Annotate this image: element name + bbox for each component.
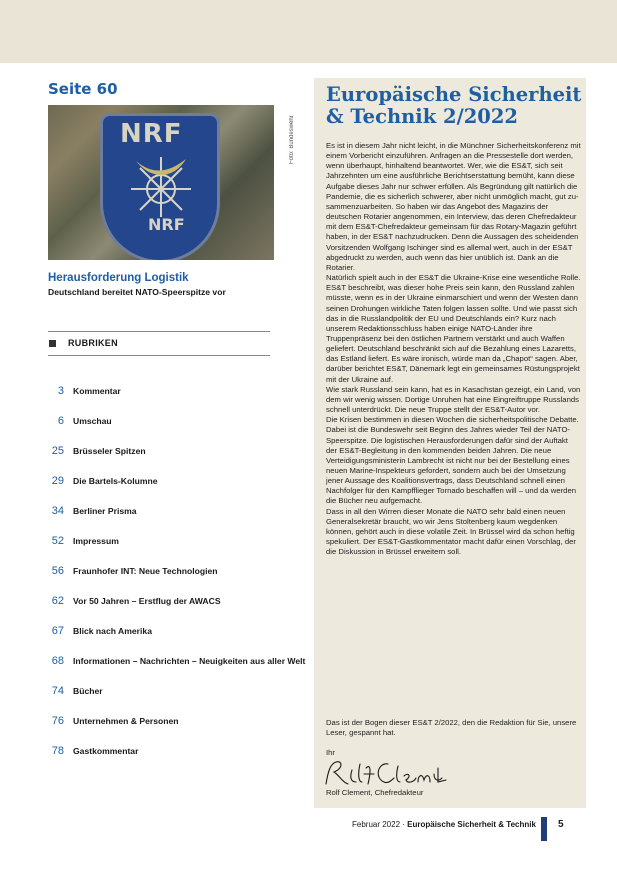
- left-column: [48, 80, 276, 297]
- editorial-title-line1: Europäische Sicherheit: [326, 83, 582, 106]
- editorial-title-line2: & Technik 2/2022: [326, 105, 518, 128]
- table-of-contents: [48, 376, 318, 766]
- toc-title: Unternehmen & Personen: [73, 716, 179, 726]
- toc-title: Bücher: [73, 686, 103, 696]
- toc-item[interactable]: [48, 496, 318, 526]
- footer-bar: [541, 817, 547, 841]
- toc-item[interactable]: [48, 526, 318, 556]
- toc-title: Kommentar: [73, 386, 121, 396]
- footer-issue: Februar 2022 ·: [352, 820, 408, 829]
- editorial-paragraph: Wie stark Russland sein kann, hat es in Kasachstan gezeigt, ein Land, von dem wir wenig wissen. Dortige Unruhen hat eine Eingreiftruppe Russlands schnell unterdrückt. Die neue Truppe stellt der ES&T-Autor vor.: [326, 384, 581, 415]
- photo-credit: Foto: Bundeswehr: [289, 115, 295, 164]
- feature-photo: [48, 105, 274, 260]
- toc-item[interactable]: [48, 706, 318, 736]
- toc-page-number: 74: [51, 685, 64, 697]
- feature-title[interactable]: Herausforderung Logistik: [48, 272, 189, 284]
- patch-text: NRF: [120, 119, 183, 149]
- editorial-greeting: Ihr: [326, 748, 335, 757]
- toc-page-number: 52: [51, 535, 64, 547]
- editorial-paragraph: Dass in all den Wirren dieser Monate die NATO sehr bald einen neuen Generalsekretär braucht, wo wir Jens Stoltenberg kaum wegdenken können, gehört auch in diese volatile Zeit. In Brüssel wird da schon heftig spekuliert. Der ES&T-Gastkommentator macht dafür einen Vorschlag, der die Diskussion in Brüssel erweitern soll.: [326, 506, 576, 557]
- toc-page-number: 25: [51, 445, 64, 457]
- editorial-paragraph: Es ist in diesem Jahr nicht leicht, in die Münchner Sicherheitskonferenz mit einem Vorbericht einzuführen. Anfragen an die Pressestelle dort werden, wenn überhaupt, hinhaltend beantwortet. Wer, wie die ES&T, sich seit Jahrzehnten um eine ausführliche Berichtserstattung bemüht, kann diese Aufgabe dieses Jahr nur schwer erfüllen. Als Begründung gilt natürlich die Pandemie, die es sicherlich schwerer, aber nicht unmöglich macht, gut zusammenzuarbeiten. So haben wir das Angebot des Magazins der deutschen Rotarier angenommen, ein Interview, das deren Chefredakteur mit dem ES&T-Chefredakteur gemeinsam für das Rotary-Magazin geführt haben, in der ES&T nachzudrucken. Denn die Aussagen des scheidenden Vorsitzenden Wolfgang Ischinger sind es allemal wert, auch in der ES&T abgedruckt zu werden, auch wenn das hier unüblich ist. Dank an die Rotarier.: [326, 141, 581, 272]
- editorial-panel: [314, 78, 586, 808]
- page-number: 5: [558, 819, 564, 830]
- feature-subtitle: Deutschland bereitet NATO-Speerspitze vor: [48, 287, 226, 297]
- toc-title: Fraunhofer INT: Neue Technologien: [73, 566, 218, 576]
- toc-title: Blick nach Amerika: [73, 626, 152, 636]
- editorial-paragraph: Natürlich spielt auch in der ES&T die Ukraine-Krise eine wesentliche Rolle. ES&T beschreibt, was dieser hohe Preis sein kann, den Russland zahlen müsste, wenn es in der Ukraine einmarschiert und wenn der Westen dann seinen Drohungen wirkliche Taten folgen lassen sollte. Und wie passt sich das in die Russlandpolitik der EU und Deutschlands ein? Kurz nach unserem Redaktionsschluss haben einige NATO-Länder ihre Truppenpräsenz bei den östlichen Partnern verstärkt und auch Waffen geliefert. Deutschland beschränkt sich auf die Bezahlung eines Lazaretts, das Estland liefert. Es wäre ironisch, würde man da „Chapot“ sagen. Aber, darüber berichtet ES&T, Dänemark legt ein gemeinsames Rüstungsprojekt mit der Ukraine auf.: [326, 273, 581, 384]
- toc-page-number: 56: [51, 565, 64, 577]
- toc-title: Berliner Prisma: [73, 506, 137, 516]
- nato-emblem-icon: [122, 153, 200, 219]
- editorial-title: [326, 84, 581, 128]
- toc-page-number: 62: [51, 595, 64, 607]
- square-bullet-icon: [49, 340, 56, 347]
- toc-item[interactable]: [48, 436, 318, 466]
- toc-item[interactable]: [48, 556, 318, 586]
- toc-item[interactable]: [48, 586, 318, 616]
- editorial-closing: Das ist der Bogen dieser ES&T 2/2022, den die Redaktion für Sie, unsere Leser, gespannt hat.: [326, 718, 577, 738]
- toc-title: Gastkommentar: [73, 746, 139, 756]
- toc-page-number: 29: [51, 475, 64, 487]
- rubriken-title: RUBRIKEN: [68, 338, 118, 348]
- editorial-body: [326, 141, 581, 557]
- toc-page-number: 68: [51, 655, 64, 667]
- toc-item[interactable]: [48, 676, 318, 706]
- toc-title: Die Bartels-Kolumne: [73, 476, 158, 486]
- toc-item[interactable]: [48, 736, 318, 766]
- toc-page-number: 78: [51, 745, 64, 757]
- toc-item[interactable]: [48, 646, 318, 676]
- toc-title: Umschau: [73, 416, 112, 426]
- toc-page-number: 3: [57, 385, 64, 397]
- toc-title: Brüsseler Spitzen: [73, 446, 146, 456]
- toc-item[interactable]: [48, 406, 318, 436]
- toc-title: Vor 50 Jahren – Erstflug der AWACS: [73, 596, 221, 606]
- toc-page-number: 76: [51, 715, 64, 727]
- toc-title: Informationen – Nachrichten – Neuigkeiten aus aller Welt: [73, 656, 306, 666]
- toc-page-number: 34: [51, 505, 64, 517]
- toc-title: Impressum: [73, 536, 119, 546]
- section-page-label: Seite 60: [48, 80, 118, 98]
- toc-item[interactable]: [48, 616, 318, 646]
- editorial-signer: Rolf Clement, Chefredakteur: [326, 788, 424, 797]
- toc-page-number: 67: [51, 625, 64, 637]
- editorial-paragraph: Die Krisen bestimmen in diesen Wochen die sicherheitspolitische Debatte. Dabei ist die Bundeswehr seit Beginn des Jahres wieder Teil der NATO-Speerspitze. Die logistischen Herausforderungen dafür sind der Auftakt der ES&T-Begleitung in den kommenden beiden Jahren. Die neue Verteidigungsministerin Lambrecht ist nicht nur bei der Bestellung eines neuen Marine-Inspekteurs gefordert, sondern auch bei der Umsetzung jener Aussage des Koalitionsvertrags, dass Deutschland schnell einen Nachfolger für den Kampfflieger Tornado beschaffen will – und da werden die Bücher neu aufgemacht.: [326, 415, 579, 506]
- page-footer: [352, 820, 536, 829]
- toc-item[interactable]: [48, 466, 318, 496]
- header-band: [0, 0, 617, 63]
- toc-item[interactable]: [48, 376, 318, 406]
- rubriken-header: [48, 331, 270, 356]
- handwritten-signature: [322, 758, 452, 790]
- toc-page-number: 6: [57, 415, 64, 427]
- footer-magazine: Europäische Sicherheit & Technik: [407, 820, 536, 829]
- patch-text-lower: NRF: [148, 215, 185, 234]
